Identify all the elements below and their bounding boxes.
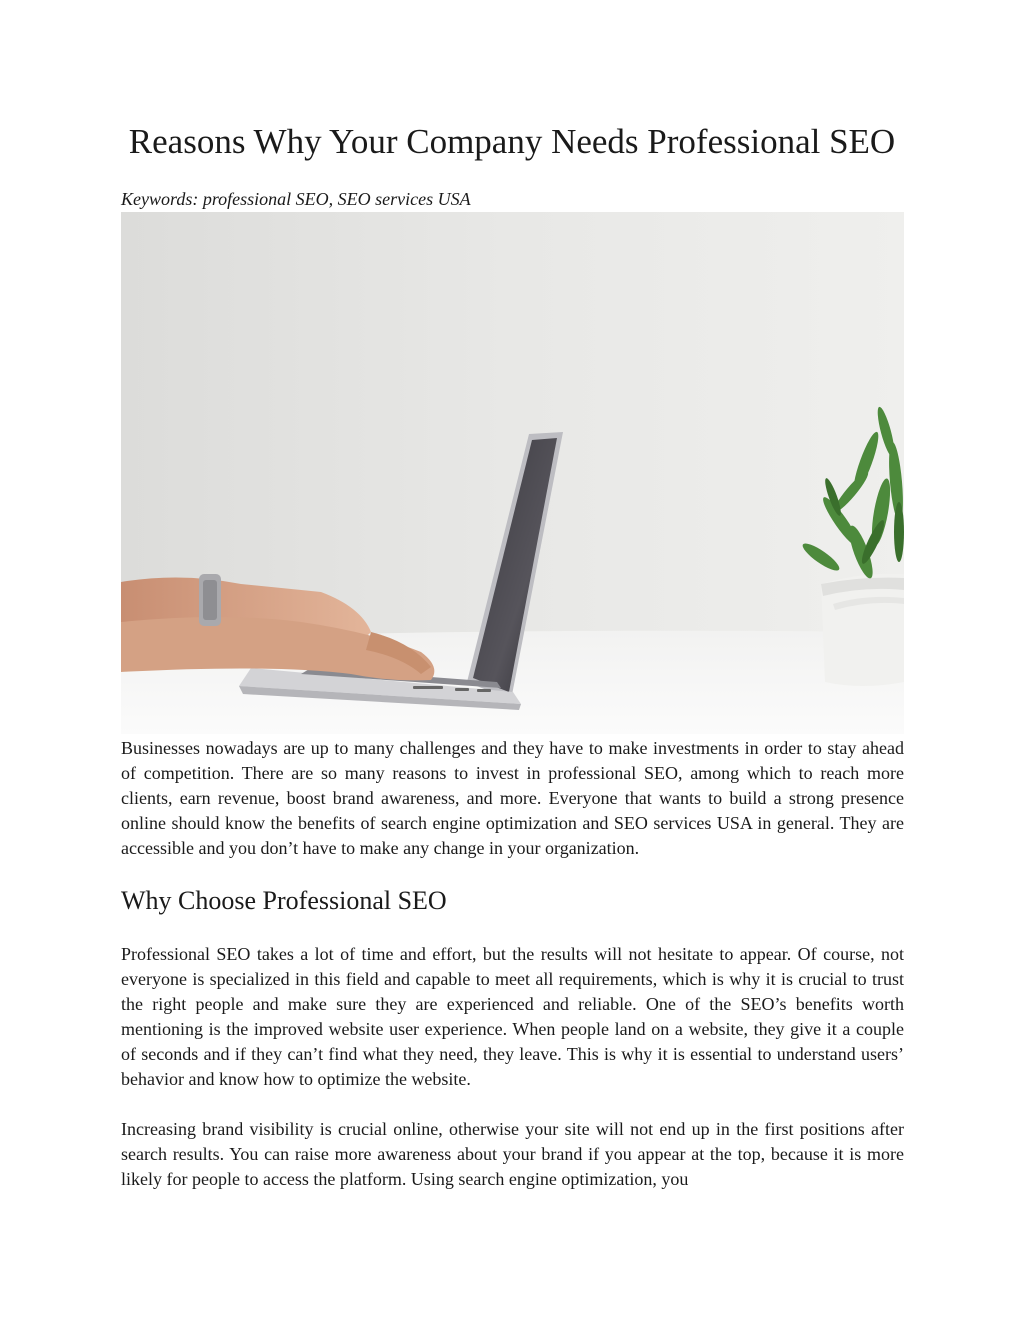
body-paragraph-1: Professional SEO takes a lot of time and effort, but the results will not hesitate to appear. Of course, not everyone is specialized in this field and capable to meet all requirements, which is why it is crucial to trust the right people and make sure they are experienced and reliable. One of the SEO’s benefits worth mentioning is the improved website user experience. When people land on a website, they give it a couple of seconds and if they can’t find what they need, they leave. This is why it is essential to understand users’ behavior and know how to optimize the website. xyxy=(121,944,904,1089)
intro-paragraph: Businesses nowadays are up to many challenges and they have to make investments in order to stay ahead of competition. There are so many reasons to invest in professional SEO, among which to reach more clients, earn revenue, boost brand awareness, and more. Everyone that wants to build a strong presence online should know the benefits of search engine optimization and SEO services USA in general. They are accessible and you don’t have to make any change in your organization. xyxy=(121,738,904,858)
body-paragraph-2: Increasing brand visibility is crucial online, otherwise your site will not end up in the first positions after search results. You can raise more awareness about your brand if you appear at the top, because it is more likely for people to access the platform. Using search engine optimization, you xyxy=(121,1119,904,1189)
section-heading: Why Choose Professional SEO xyxy=(121,886,447,915)
laptop-typing-photo-icon xyxy=(121,212,904,734)
hero-image xyxy=(121,212,904,734)
page-title: Reasons Why Your Company Needs Professional SEO xyxy=(128,122,896,161)
keywords-line: Keywords: professional SEO, SEO services USA xyxy=(121,189,471,209)
